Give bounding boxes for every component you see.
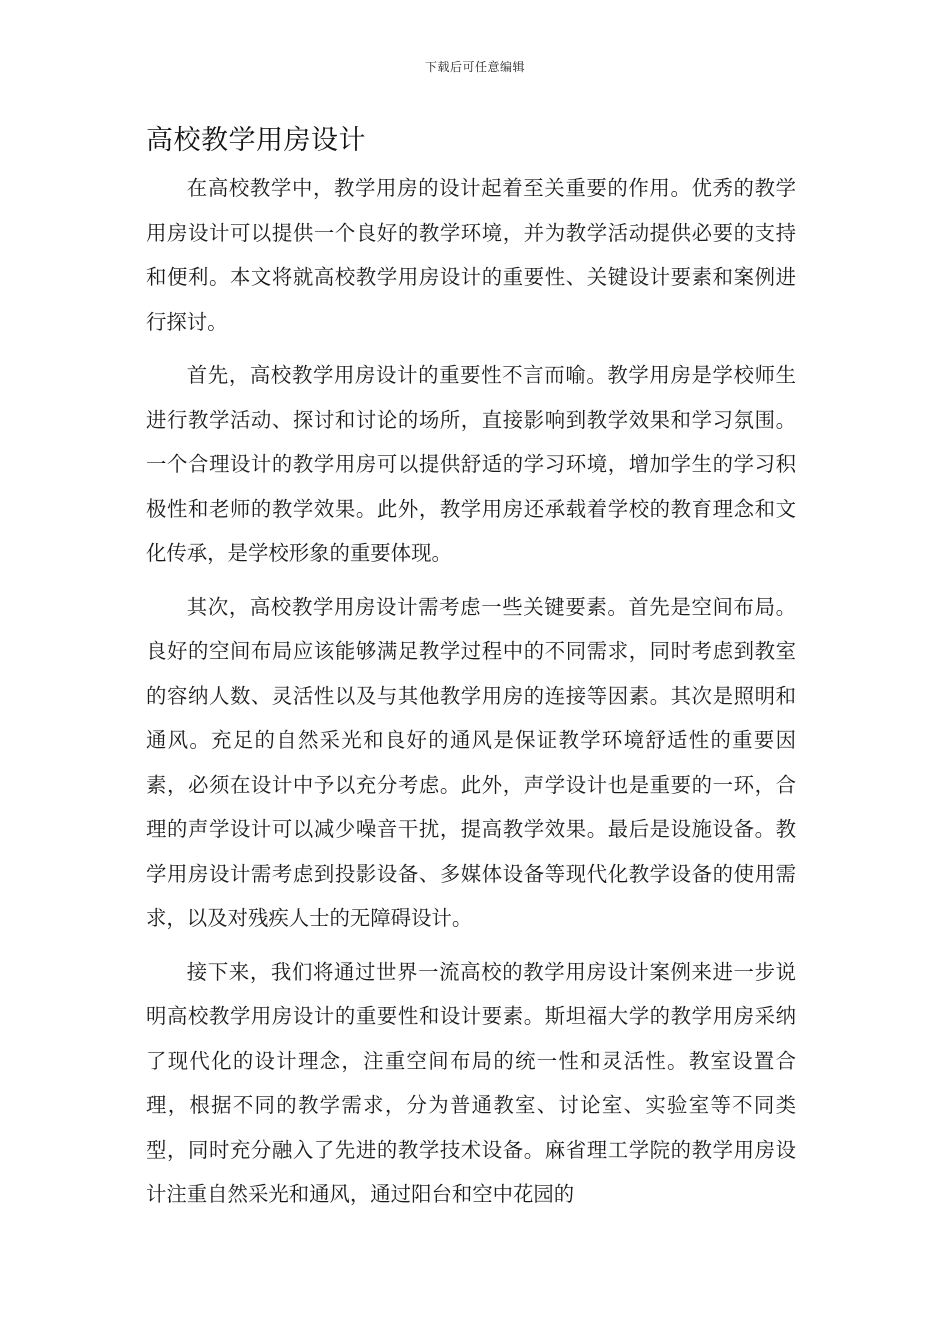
document-body: [146, 166, 796, 1226]
document-title: 高校教学用房设计: [146, 125, 366, 156]
paragraph-2: 首先，高校教学用房设计的重要性不言而喻。教学用房是学校师生进行教学活动、探讨和讨论的场所，直接影响到教学效果和学习氛围。一个合理设计的教学用房可以提供舒适的学习环境，增加学生的学习积极性和老师的教学效果。此外，教学用房还承载着学校的教育理念和文化传承，是学校形象的重要体现。: [146, 363, 796, 565]
paragraph-3: 其次，高校教学用房设计需考虑一些关键要素。首先是空间布局。良好的空间布局应该能够满足教学过程中的不同需求，同时考虑到教室的容纳人数、灵活性以及与其他教学用房的连接等因素。其次是照明和通风。充足的自然采光和良好的通风是保证教学环境舒适性的重要因素，必须在设计中予以充分考虑。此外，声学设计也是重要的一环，合理的声学设计可以减少噪音干扰，提高教学效果。最后是设施设备。教学用房设计需考虑到投影设备、多媒体设备等现代化教学设备的使用需求，以及对残疾人士的无障碍设计。: [146, 594, 796, 930]
paragraph-1: 在高校教学中，教学用房的设计起着至关重要的作用。优秀的教学用房设计可以提供一个良好的教学环境，并为教学活动提供必要的支持和便利。本文将就高校教学用房设计的重要性、关键设计要素和案例进行探讨。: [146, 176, 796, 334]
paragraph-4: 接下来，我们将通过世界一流高校的教学用房设计案例来进一步说明高校教学用房设计的重要性和设计要素。斯坦福大学的教学用房采纳了现代化的设计理念，注重空间布局的统一性和灵活性。教室设置合理，根据不同的教学需求，分为普通教室、讨论室、实验室等不同类型，同时充分融入了先进的教学技术设备。麻省理工学院的教学用房设计注重自然采光和通风，通过阳台和空中花园的: [146, 959, 796, 1206]
header-note: 下载后可任意编辑: [424, 60, 525, 74]
